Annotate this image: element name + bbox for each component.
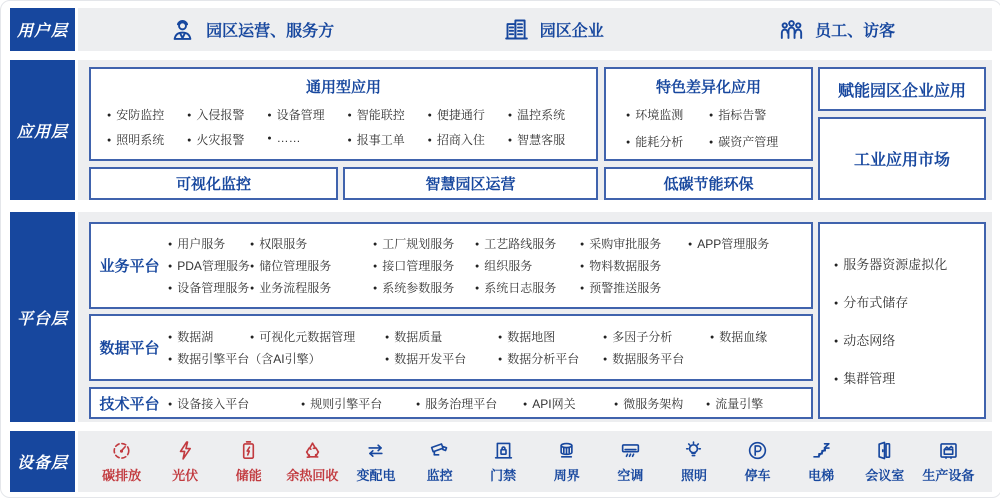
- battery-bolt-icon: [237, 439, 260, 462]
- service-item: ● 权限服务: [250, 235, 373, 252]
- device-item: [859, 439, 911, 484]
- app-item: ● 安防监控: [107, 106, 187, 123]
- sub-box-smart-park-operation: 智慧园区运营: [343, 167, 598, 200]
- device-layer-band: [78, 431, 992, 492]
- service-item: ● API网关: [523, 395, 614, 412]
- app-item: ● 环境监测: [626, 106, 709, 123]
- building-icon: [503, 16, 530, 43]
- app-item: ● 入侵报警: [187, 106, 267, 123]
- infra-item: ● 集群管理: [834, 368, 984, 387]
- operator-icon: [169, 16, 196, 43]
- device-item: [795, 439, 847, 484]
- user-layer-band: [78, 8, 992, 51]
- featured-apps-list: [606, 97, 811, 159]
- tech-row: [168, 395, 811, 412]
- service-item: ● 微服务架构: [614, 395, 706, 412]
- device-item: [159, 439, 211, 484]
- app-layer-label: 应用层: [10, 60, 75, 200]
- service-item: ● 业务流程服务: [250, 279, 373, 296]
- device-item: [286, 439, 338, 484]
- device-item: [414, 439, 466, 484]
- app-item: ● 招商入住: [428, 131, 508, 148]
- device-item: [96, 439, 148, 484]
- escalator-icon: [810, 439, 833, 462]
- user-group-label: 园区企业: [539, 23, 604, 40]
- service-item: ● 多因子分析: [603, 328, 710, 345]
- device-item: [668, 439, 720, 484]
- service-item: ● 用户服务: [168, 235, 250, 252]
- business-row: [168, 279, 811, 296]
- device-label: 储能: [235, 468, 262, 483]
- tech-platform-box: [89, 387, 813, 419]
- device-label: 余热回收: [286, 468, 339, 483]
- service-item: ● 规则引擎平台: [301, 395, 416, 412]
- cctv-icon: [428, 439, 451, 462]
- user-group: [78, 8, 425, 51]
- service-item: ● 储位管理服务: [250, 257, 373, 274]
- general-apps-title: 通用型应用: [305, 79, 381, 96]
- tech-platform-title: 技术平台: [99, 395, 160, 413]
- door-open-icon: [873, 439, 896, 462]
- device-label: 空调: [617, 468, 644, 483]
- app-item: ● 便捷通行: [428, 106, 508, 123]
- lightning-icon: [174, 439, 197, 462]
- service-item: ● APP管理服务: [688, 235, 811, 252]
- machine-icon: [937, 439, 960, 462]
- service-item: ● 数据服务平台: [603, 350, 811, 367]
- sub-box-low-carbon: 低碳节能环保: [604, 167, 813, 200]
- infra-item: ● 服务器资源虚拟化: [834, 254, 984, 273]
- recycle-icon: [301, 439, 324, 462]
- swap-arrows-icon: [364, 439, 387, 462]
- empower-apps-box: 赋能园区企业应用: [818, 67, 986, 111]
- device-label: 停车: [744, 468, 771, 483]
- parking-icon: [746, 439, 769, 462]
- user-group-label: 员工、访客: [815, 23, 896, 40]
- service-item: ● 设备管理服务: [168, 279, 250, 296]
- user-group-label: 园区运营、服务方: [206, 23, 335, 40]
- device-label: 电梯: [808, 468, 835, 483]
- service-item: ● 数据地图: [498, 328, 603, 345]
- device-item: [350, 439, 402, 484]
- device-item: [922, 439, 974, 484]
- business-row: [168, 257, 811, 274]
- device-label: 监控: [426, 468, 453, 483]
- device-label: 生产设备: [922, 468, 975, 483]
- service-item: ● 数据血缘: [710, 328, 811, 345]
- service-item: ● 数据质量: [385, 328, 498, 345]
- platform-layer-label: 平台层: [10, 212, 75, 422]
- infra-item: ● 分布式储存: [834, 292, 984, 311]
- device-item: [477, 439, 529, 484]
- business-platform-box: [89, 222, 813, 309]
- user-layer-label: 用户层: [10, 8, 75, 51]
- people-icon: [778, 16, 805, 43]
- device-item: [732, 439, 784, 484]
- industrial-market-box: 工业应用市场: [818, 117, 986, 200]
- app-item: ● 智慧客服: [508, 131, 588, 148]
- app-item: ● 指标告警: [709, 106, 811, 123]
- device-label: 周界: [553, 468, 580, 483]
- service-item: ● 系统日志服务: [475, 279, 580, 296]
- device-layer-label: 设备层: [10, 431, 75, 492]
- service-item: ● 工厂规划服务: [373, 235, 475, 252]
- door-lock-icon: [492, 439, 515, 462]
- device-item: [604, 439, 656, 484]
- business-row: [168, 235, 811, 252]
- device-label: 变配电: [356, 468, 396, 483]
- featured-apps-box: [604, 67, 813, 161]
- sub-box-visual-monitoring: 可视化监控: [89, 167, 338, 200]
- service-item: ● 数据开发平台: [385, 350, 498, 367]
- service-item: ● 预警推送服务: [580, 279, 688, 296]
- service-item: ● 服务治理平台: [416, 395, 523, 412]
- data-platform-title: 数据平台: [99, 340, 160, 357]
- drum-icon: [555, 439, 578, 462]
- app-item: ● 照明系统: [107, 131, 187, 148]
- data-row: [168, 328, 811, 345]
- app-item: ● 温控系统: [508, 106, 588, 123]
- user-group: [681, 8, 992, 51]
- featured-apps-title: 特色差异化应用: [655, 79, 761, 96]
- service-item: ● 组织服务: [475, 257, 580, 274]
- service-item: ● 采购审批服务: [580, 235, 688, 252]
- device-label: 光伏: [172, 468, 199, 483]
- data-platform-box: [89, 314, 813, 381]
- device-label: 照明: [680, 468, 707, 483]
- infrastructure-box: [818, 222, 986, 419]
- ac-icon: [619, 439, 642, 462]
- infra-item: ● 动态网络: [834, 330, 984, 349]
- service-item: ● PDA管理服务: [168, 257, 250, 274]
- user-group: [425, 8, 681, 51]
- service-item: ● 工艺路线服务: [475, 235, 580, 252]
- service-item: ● 物料数据服务: [580, 257, 688, 274]
- service-item: ● 数据引擎平台（含AI引擎）: [168, 350, 385, 367]
- bulb-icon: [682, 439, 705, 462]
- device-label: 门禁: [490, 468, 517, 483]
- general-apps-box: [89, 67, 598, 161]
- device-item: [541, 439, 593, 484]
- app-item: ● 火灾报警: [187, 131, 267, 148]
- app-item: ● 设备管理: [267, 106, 347, 123]
- service-item: ● 设备接入平台: [168, 395, 301, 412]
- service-item: ● 接口管理服务: [373, 257, 475, 274]
- gauge-icon: [110, 439, 133, 462]
- service-item: ● 系统参数服务: [373, 279, 475, 296]
- device-label: 碳排放: [102, 468, 142, 483]
- service-item: ● 可视化元数据管理: [250, 328, 385, 345]
- app-item: ● 智能联控: [347, 106, 427, 123]
- business-platform-title: 业务平台: [99, 258, 160, 275]
- service-item: ● 数据湖: [168, 328, 250, 345]
- app-item: ● ……: [267, 131, 347, 148]
- app-item: ● 报事工单: [347, 131, 427, 148]
- device-label: 会议室: [865, 468, 905, 483]
- app-item: ● 能耗分析: [626, 133, 709, 150]
- service-item: ● 流量引擎: [706, 395, 811, 412]
- data-row: [168, 350, 811, 367]
- general-apps-list: [91, 97, 596, 159]
- device-item: [223, 439, 275, 484]
- service-item: ● 数据分析平台: [498, 350, 603, 367]
- app-item: ● 碳资产管理: [709, 133, 811, 150]
